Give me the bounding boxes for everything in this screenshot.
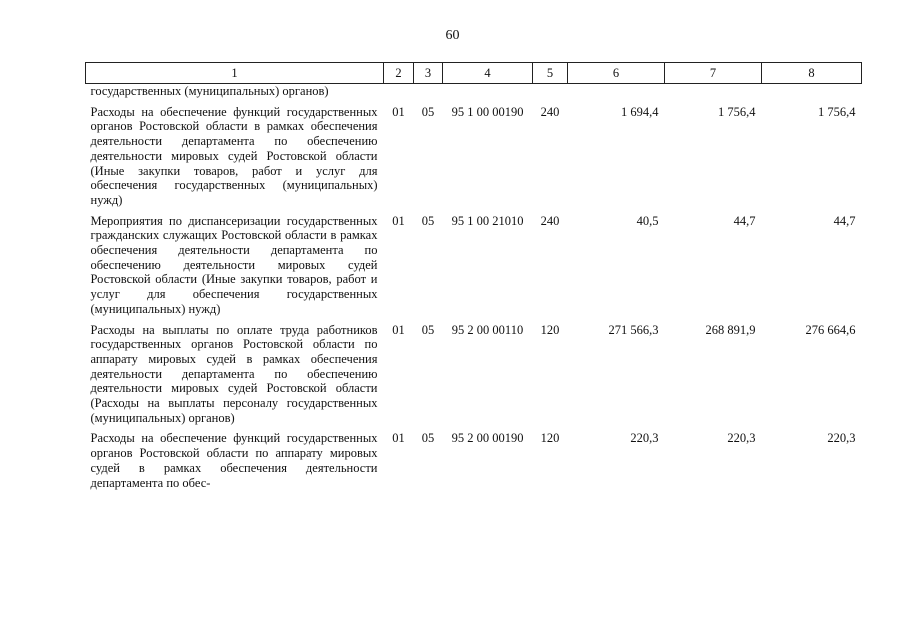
continuation-text: государственных (муниципальных) органов) — [90, 84, 329, 98]
section-code: 01 — [392, 322, 405, 337]
column-header-1: 1 — [86, 63, 384, 84]
target-article-code: 95 2 00 00190 — [451, 431, 524, 446]
subsection-code: 05 — [421, 322, 435, 337]
amount-col-6: 271 566,3 — [608, 322, 659, 337]
amount-col-8: 1 756,4 — [818, 104, 856, 119]
page-number: 60 — [445, 28, 460, 43]
expense-type-code: 120 — [540, 431, 560, 446]
target-article-code: 95 1 00 21010 — [451, 213, 524, 228]
amount-col-7: 44,7 — [733, 213, 756, 228]
expense-name: Расходы на выплаты по оплате труда работников государственных органов Ростовской области по аппарату мировых судей в рамках обеспечения деятельности департамента по обеспечению деятельности мировых судей Ростовской области (Расходы на выплаты персоналу государственных (муниципальных) органов) — [90, 322, 378, 425]
column-header-8: 8 — [762, 63, 862, 84]
table-row — [86, 99, 862, 208]
column-header-6: 6 — [568, 63, 665, 84]
table-row — [86, 208, 862, 317]
column-header-4: 4 — [443, 63, 533, 84]
section-code: 01 — [392, 104, 405, 119]
amount-col-6: 1 694,4 — [621, 104, 659, 119]
empty-cells — [384, 84, 862, 99]
amount-col-8: 44,7 — [833, 213, 856, 228]
section-code: 01 — [392, 213, 405, 228]
table-header — [86, 63, 862, 84]
amount-col-6: 40,5 — [636, 213, 659, 228]
amount-col-7: 1 756,4 — [718, 104, 756, 119]
table-row-continuation — [86, 84, 862, 99]
subsection-code: 05 — [421, 431, 435, 446]
amount-col-7: 268 891,9 — [705, 322, 756, 337]
column-header-5: 5 — [533, 63, 568, 84]
table-row — [86, 425, 862, 490]
expense-type-code: 240 — [540, 104, 560, 119]
target-article-code: 95 1 00 00190 — [451, 104, 524, 119]
column-header-7: 7 — [665, 63, 762, 84]
amount-col-8: 220,3 — [827, 431, 856, 446]
section-code: 01 — [392, 431, 405, 446]
expense-type-code: 240 — [540, 213, 560, 228]
amount-col-6: 220,3 — [630, 431, 659, 446]
table-body — [86, 84, 862, 491]
expense-type-code: 120 — [540, 322, 560, 337]
amount-col-7: 220,3 — [727, 431, 756, 446]
expense-name: Расходы на обеспечение функций государственных органов Ростовской области в рамках обеспечения деятельности департамента по обеспечению деятельности мировых судей Ростовской области (Иные закупки товаров, работ и услуг для обеспечения государственных (муниципальных) нужд) — [90, 104, 378, 207]
expense-name: Мероприятия по диспансеризации государственных гражданских служащих Ростовской области в рамках обеспечения деятельности департамента по обеспечению деятельности мировых судей Ростовской области (Иные закупки товаров, работ и услуг для обеспечения государственных (муниципальных) нужд) — [90, 213, 378, 316]
expense-name: Расходы на обеспечение функций государственных органов Ростовской области по аппарату мировых судей в рамках обеспечения деятельности департамента по обес- — [90, 431, 378, 490]
table-row — [86, 317, 862, 426]
header-row — [86, 63, 862, 84]
target-article-code: 95 2 00 00110 — [451, 322, 524, 337]
subsection-code: 05 — [421, 213, 435, 228]
budget-table — [85, 62, 862, 490]
column-header-2: 2 — [384, 63, 414, 84]
subsection-code: 05 — [421, 104, 435, 119]
amount-col-8: 276 664,6 — [805, 322, 856, 337]
column-header-3: 3 — [414, 63, 443, 84]
